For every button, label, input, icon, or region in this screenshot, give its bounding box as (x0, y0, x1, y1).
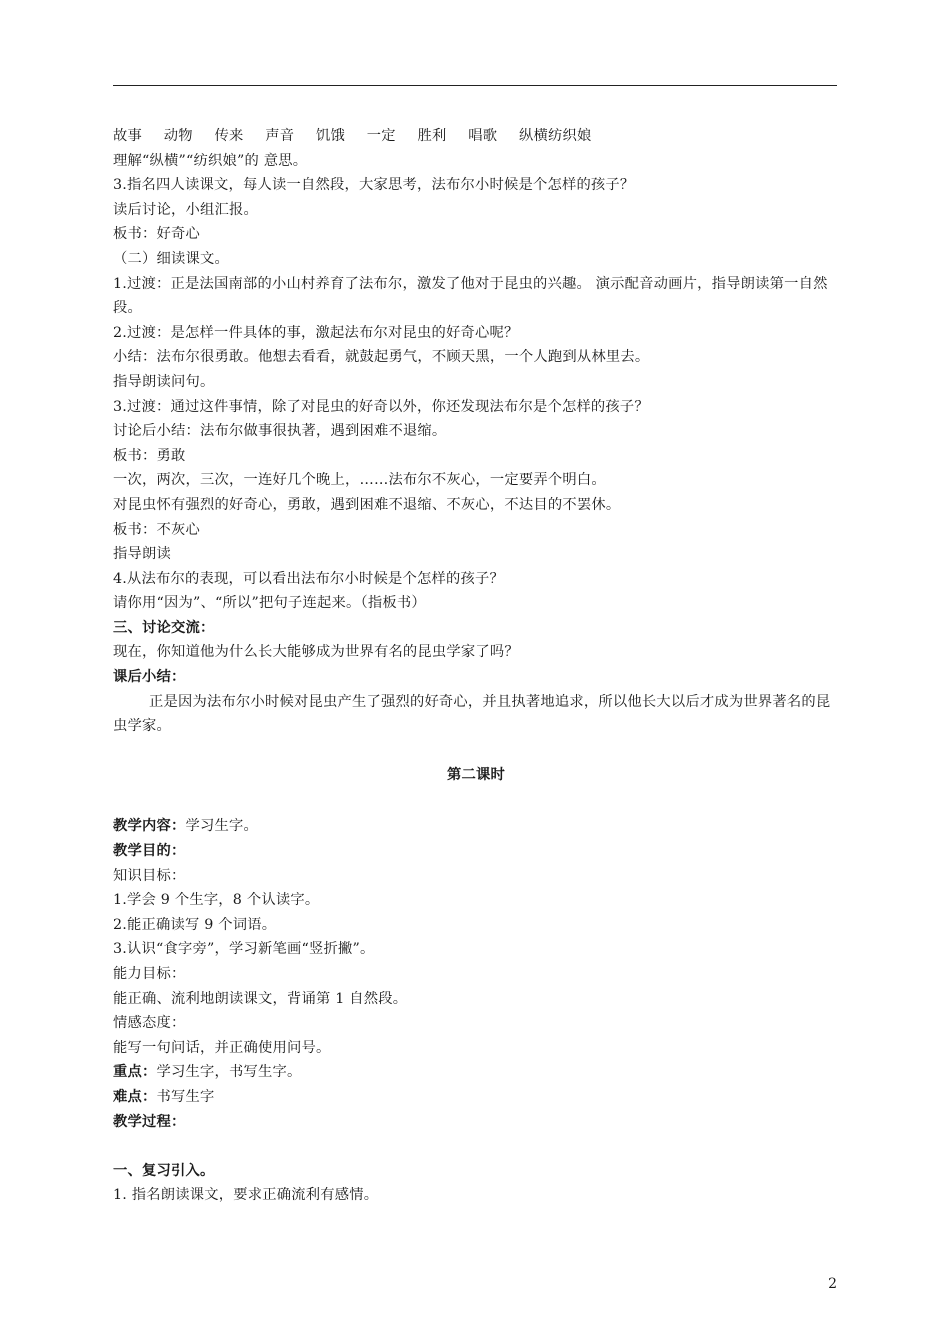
board-note: 板书：好奇心 (113, 226, 200, 243)
knowledge-item: 3.认识“食字旁”，学习新笔画“竖折撇”。 (113, 941, 375, 958)
vocab-word: 饥饿 (316, 128, 345, 144)
vocab-word: 唱歌 (468, 128, 498, 144)
vocab-word: 故事 (113, 128, 142, 144)
section-heading-summary: 课后小结： (113, 669, 186, 686)
ability-label: 能力目标： (113, 966, 186, 982)
vocab-word: 纵横纺织娘 (519, 128, 592, 144)
board-note: 板书：勇敢 (113, 447, 186, 464)
value: 书写生字 (156, 1088, 215, 1105)
page-number: 2 (828, 1276, 837, 1292)
knowledge-item: 2.能正确读写 9 个词语。 (113, 916, 277, 933)
paragraph: 2.过渡：是怎样一件具体的事，激起法布尔对昆虫的好奇心呢？ (113, 324, 519, 341)
paragraph: 小结：法布尔很勇敢。他想去看看，就鼓起勇气，不顾天黑，一个人跑到从林里去。 (113, 349, 650, 366)
paragraph: 一次，两次，三次，一连好几个晚上，……法布尔不灰心，一定要弄个明白。 (113, 472, 606, 489)
paragraph: 3.指名四人读课文，每人读一自然段，大家思考，法布尔小时候是个怎样的孩子？ (113, 177, 635, 194)
value: 学习生字，书写生字。 (156, 1064, 302, 1081)
paragraph: 4.从法布尔的表现，可以看出法布尔小时候是个怎样的孩子？ (113, 570, 504, 587)
summary-paragraph: 正是因为法布尔小时候对昆虫产生了强烈的好奇心，并且执著地追求，所以他长大以后才成为世界著名的昆虫学家。 (113, 693, 831, 735)
review-item: 1. 指名朗读课文，要求正确流利有感情。 (113, 1187, 379, 1204)
process-heading: 教学过程： (113, 1113, 186, 1130)
label: 难点： (113, 1088, 157, 1105)
subsection-heading: （二）细读课文。 (113, 250, 229, 267)
vocab-word: 传来 (214, 128, 244, 144)
knowledge-label: 知识目标： (113, 867, 186, 884)
paragraph: 指导朗读问句。 (113, 373, 215, 390)
paragraph: 指导朗读 (113, 546, 171, 563)
paragraph: 读后讨论，小组汇报。 (113, 201, 258, 218)
paragraph: 对昆虫怀有强烈的好奇心，勇敢，遇到困难不退缩、不灰心，不达目的不罢休。 (113, 496, 621, 513)
vocab-word: 胜利 (417, 128, 447, 144)
knowledge-item: 1.学会 9 个生字，8 个认读字。 (113, 892, 320, 909)
vocab-word: 动物 (163, 128, 193, 144)
difficulty-point (113, 1085, 839, 1110)
label: 重点： (113, 1064, 157, 1081)
emotion-text: 能写一句问话，并正确使用问号。 (113, 1039, 331, 1056)
teaching-content (113, 814, 839, 839)
emotion-label: 情感态度： (113, 1015, 186, 1032)
paragraph: 请你用“因为”、“所以”把句子连起来。（指板书） (113, 595, 426, 612)
ability-text: 能正确、流利地朗读课文，背诵第 1 自然段。 (113, 990, 408, 1007)
review-heading: 一、复习引入。 (113, 1162, 215, 1179)
header-rule (113, 85, 837, 86)
paragraph: 3.过渡：通过这件事情，除了对昆虫的好奇以外，你还发现法布尔是个怎样的孩子？ (113, 398, 649, 415)
board-note: 板书：不灰心 (113, 521, 200, 538)
document-body (113, 124, 839, 1208)
paragraph: 理解“纵横”“纺织娘”的 意思。 (113, 152, 308, 169)
lesson-title: 第二课时 (447, 766, 505, 783)
vocab-word-list (113, 124, 839, 149)
blank-line (113, 1134, 839, 1159)
goals-heading: 教学目的： (113, 843, 186, 860)
paragraph: 1.过渡：正是法国南部的小山村养育了法布尔，激发了他对于昆虫的兴趣。 演示配音动画片，指导朗读第一自然段。 (113, 275, 828, 317)
paragraph: 现在，你知道他为什么长大能够成为世界有名的昆虫学家了吗？ (113, 644, 519, 661)
value: 学习生字。 (185, 818, 258, 835)
section-heading-discussion: 三、讨论交流： (113, 619, 215, 636)
vocab-word: 声音 (265, 128, 295, 144)
label: 教学内容： (113, 818, 186, 835)
key-point (113, 1060, 839, 1085)
vocab-word: 一定 (366, 128, 396, 144)
paragraph: 讨论后小结：法布尔做事很执著，遇到困难不退缩。 (113, 423, 447, 440)
